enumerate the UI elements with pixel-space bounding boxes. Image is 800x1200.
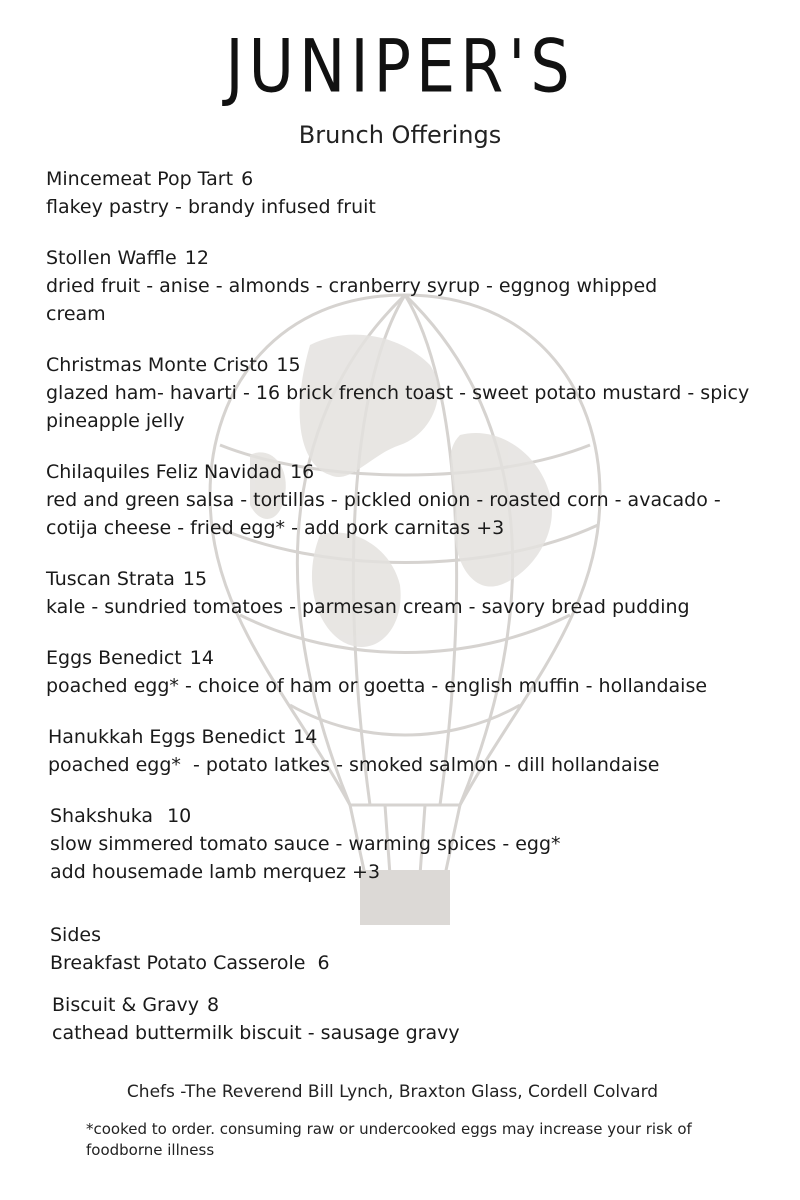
item-description: glazed ham- havarti - 16 brick french toast - sweet potato mustard - spicy pineapple jelly (46, 382, 750, 432)
item-description: cathead buttermilk biscuit - sausage gravy (52, 1022, 460, 1044)
item-description: poached egg* - choice of ham or goetta - english muffin - hollandaise (46, 675, 708, 697)
item-description: slow simmered tomato sauce - warming spices - egg* add housemade lamb merquez +3 (50, 833, 561, 883)
restaurant-logo: JUNIPER'S (225, 22, 575, 110)
page-title: Brunch Offerings (298, 121, 502, 149)
chefs-credit: Chefs -The Reverend Bill Lynch, Braxton Glass, Cordell Colvard (126, 1082, 659, 1102)
item-price: 14 (189, 647, 214, 669)
item-name: Hanukkah Eggs Benedict (48, 726, 286, 748)
item-price: 6 (241, 168, 254, 190)
item-description: poached egg* - potato latkes - smoked salmon - dill hollandaise (48, 754, 660, 776)
item-price: 16 (290, 461, 315, 483)
item-name: Chilaquiles Feliz Navidad (46, 461, 283, 483)
menu-item (46, 244, 796, 328)
food-safety-footnote: *cooked to order. consuming raw or undercooked eggs may increase your risk of foodborne illness (86, 1120, 692, 1159)
item-name: Stollen Waffle (46, 247, 177, 269)
item-name: Biscuit & Gravy (52, 994, 199, 1016)
item-name: Christmas Monte Cristo (46, 354, 269, 376)
menu-item (46, 565, 796, 621)
item-name: Eggs Benedict (46, 647, 182, 669)
menu-item (46, 458, 796, 542)
item-price: 12 (184, 247, 209, 269)
item-name: Tuscan Strata (46, 568, 175, 590)
menu-item (46, 644, 796, 700)
item-price: 10 (161, 805, 192, 827)
item-name: Mincemeat Pop Tart (46, 168, 234, 190)
side-item: Breakfast Potato Casserole 6 (50, 952, 330, 974)
item-name: Shakshuka (50, 805, 154, 827)
item-description: flakey pastry - brandy infused fruit (46, 196, 376, 218)
menu-item (46, 351, 796, 435)
menu-item (48, 723, 798, 779)
item-description: red and green salsa - tortillas - pickled onion - roasted corn - avacado - cotija cheese - fried egg* - add pork carnitas +3 (46, 489, 721, 539)
item-price: 14 (293, 726, 318, 748)
item-price: 8 (207, 994, 220, 1016)
item-description: dried fruit - anise - almonds - cranberry syrup - eggnog whipped cream (46, 275, 658, 325)
item-description: kale - sundried tomatoes - parmesan cream - savory bread pudding (46, 596, 690, 618)
section-heading: Sides (50, 924, 101, 946)
item-price: 15 (276, 354, 301, 376)
menu-item (46, 165, 796, 221)
menu-section-sides (50, 921, 800, 977)
item-price: 15 (182, 568, 208, 590)
menu-item (52, 991, 800, 1047)
menu-item (50, 802, 800, 886)
